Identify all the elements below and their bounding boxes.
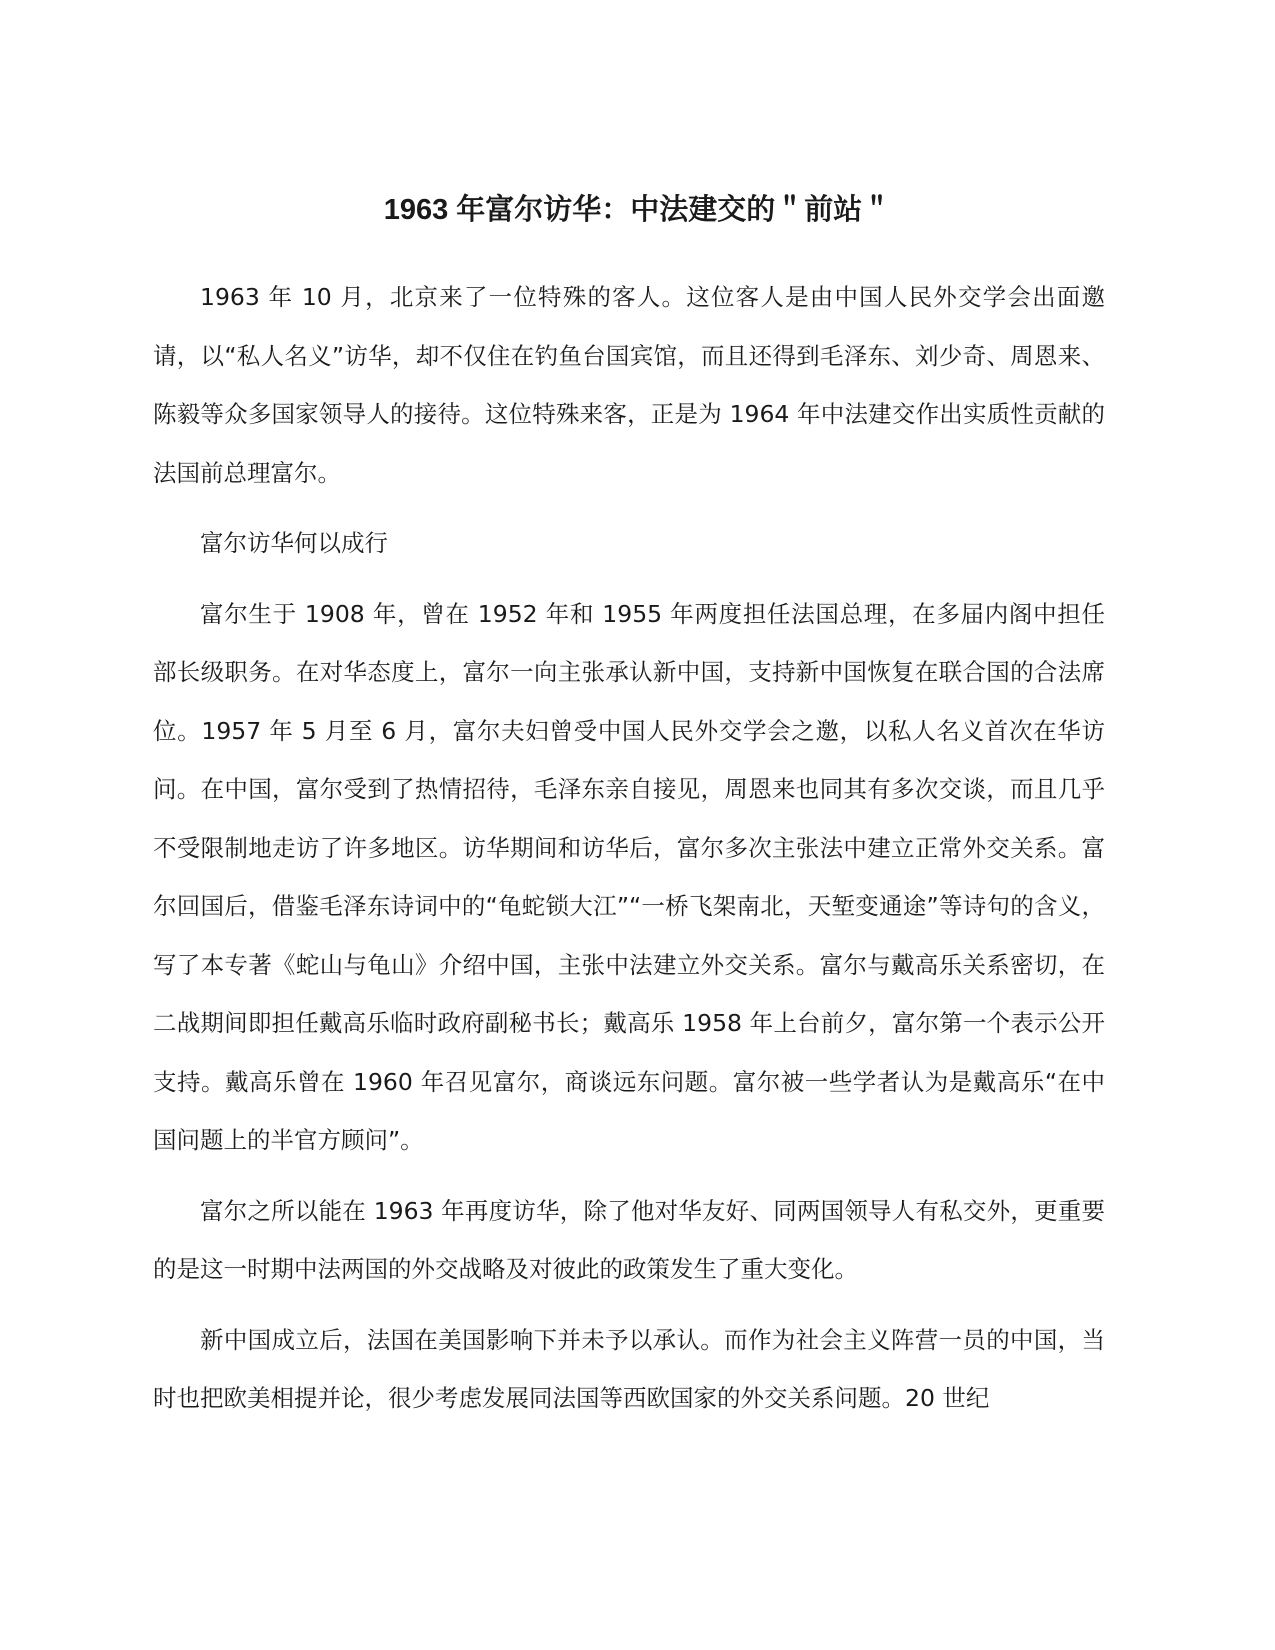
paragraph-context: 新中国成立后，法国在美国影响下并未予以承认。而作为社会主义阵营一员的中国，当时也把欧美相提并论，很少考虑发展同法国等西欧国家的外交关系问题。20 世纪 — [153, 1325, 1105, 1412]
article-title: 1963 年富尔访华：中法建交的＂前站＂ — [383, 194, 892, 226]
section-heading: 富尔访华何以成行 — [200, 529, 388, 557]
paragraph-intro: 1963 年 10 月，北京来了一位特殊的客人。这位客人是由中国人民外交学会出面邀请，以“私人名义”访华，却不仅住在钓鱼台国宾馆，而且还得到毛泽东、刘少奇、周恩来、陈毅等众多国家领导人的接待。这位特殊来客，正是为 1964 年中法建交作出实质性贡献的法国前总理富尔。 — [153, 283, 1105, 487]
article-body — [153, 268, 1105, 1440]
paragraph-background: 富尔生于 1908 年，曾在 1952 年和 1955 年两度担任法国总理，在多届内阁中担任部长级职务。在对华态度上，富尔一向主张承认新中国，支持新中国恢复在联合国的合法席位。1957 年 5 月至 6 月，富尔夫妇曾受中国人民外交学会之邀，以私人名义首次在华访问。在中国，富尔受到了热情招待，毛泽东亲自接见，周恩来也同其有多次交谈，而且几乎不受限制地走访了许多地区。访华期间和访华后，富尔多次主张法中建立正常外交关系。富尔回国后，借鉴毛泽东诗词中的“龟蛇锁大江”“一桥飞架南北，天堑变通途”等诗句的含义，写了本专著《蛇山与龟山》介绍中国，主张中法建立外交关系。富尔与戴高乐关系密切，在二战期间即担任戴高乐临时政府副秘书长；戴高乐 1958 年上台前夕，富尔第一个表示公开支持。戴高乐曾在 1960 年召见富尔，商谈远东问题。富尔被一些学者认为是戴高乐“在中国问题上的半官方顾问”。 — [153, 599, 1105, 1154]
paragraph-reason: 富尔之所以能在 1963 年再度访华，除了他对华友好、同两国领导人有私交外，更重要的是这一时期中法两国的外交战略及对彼此的政策发生了重大变化。 — [153, 1196, 1105, 1283]
